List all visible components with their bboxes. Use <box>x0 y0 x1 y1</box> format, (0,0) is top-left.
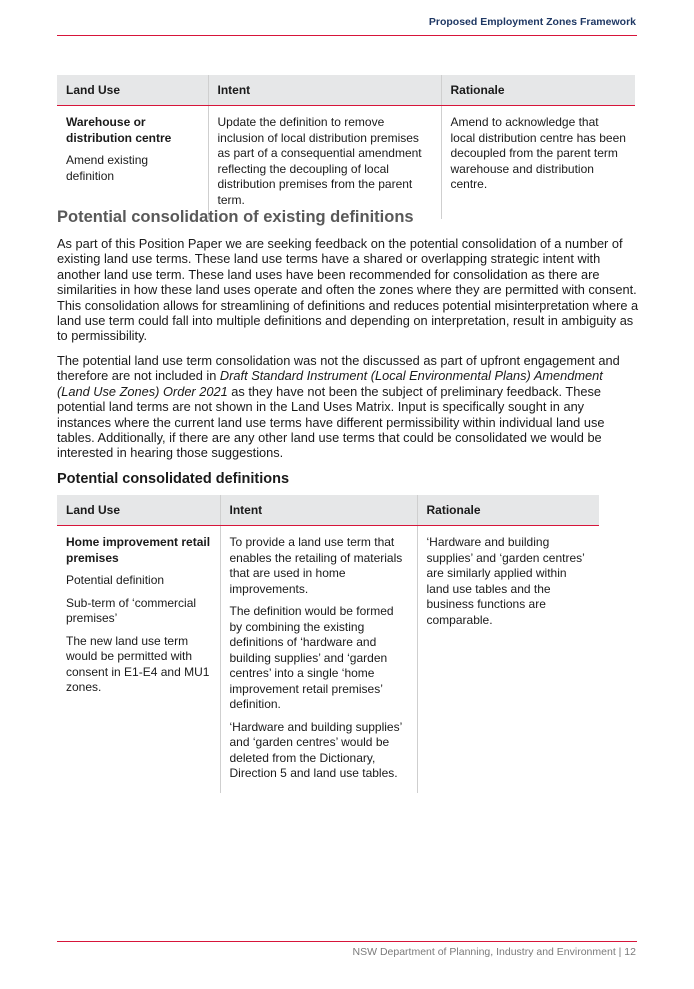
column-header-rationale: Rationale <box>417 495 599 526</box>
rationale-cell <box>417 526 599 793</box>
land-use-title: Warehouse or distribution centre <box>66 115 172 145</box>
rationale-cell <box>441 106 635 220</box>
header-divider <box>57 35 637 36</box>
intent-text: The definition would be formed by combining the existing definitions of ‘hardware and building supplies’ and ‘garden centres’ into a single ‘home improvement retail premises’ definition. <box>229 604 394 711</box>
land-use-title: Home improvement retail premises <box>66 535 211 565</box>
paragraph-2-text-start: The potential land use term consolidation was not the discussed as part of upfront engagement and therefore are not included in <box>57 353 620 384</box>
land-use-note: The new land use term would be permitted with consent in E1-E4 and MU1 zones. <box>66 633 210 694</box>
intent-cell <box>208 106 441 220</box>
intent-cell <box>220 526 417 793</box>
body-paragraph-2 <box>57 353 639 461</box>
land-use-note: Amend existing definition <box>66 153 149 183</box>
intent-text: ‘Hardware and building supplies’ and ‘garden centres’ would be deleted from the Dictionary, Direction 5 and land use tables. <box>229 719 402 780</box>
table-header-row <box>57 75 635 106</box>
land-use-cell <box>57 526 220 793</box>
section-heading: Potential consolidation of existing definitions <box>57 208 414 226</box>
table-header-row <box>57 495 599 526</box>
column-header-intent: Intent <box>220 495 417 526</box>
order-title-italic: Draft Standard Instrument (Local Environmental Plans) Amendment (Land Use Zones) Order 2021 <box>57 368 603 399</box>
column-header-land-use: Land Use <box>57 495 220 526</box>
intent-text: Update the definition to remove inclusion of local distribution premises as part of a consequential amendment reflecting the decoupling of local distribution premises from the parent term. <box>217 115 422 207</box>
paragraph-2-text-end: as they have not been the subject of preliminary feedback. These potential land terms are not shown in the Land Uses Matrix. Input is specifically sought in any instances where the current land use terms have different permissibility within individual land use tables. Additionally, if there are any other land use terms that could be consolidated we would be interested in hearing those suggestions. <box>57 383 605 461</box>
column-header-land-use: Land Use <box>57 75 208 106</box>
land-use-cell <box>57 106 208 220</box>
table-row <box>57 106 635 220</box>
document-header-title: Proposed Employment Zones Framework <box>428 16 636 28</box>
body-paragraph-1: As part of this Position Paper we are seeking feedback on the potential consolidation of a number of existing land use terms. These land use terms have a shared or overlapping strategic intent with another land use term. These land uses have been recommended for consolidation as there are similarities in how these land uses operate and often the zones where they are permitted with consent. This consolidation allows for streamlining of definitions and reduces potential misinterpretation where a land use term could fall into multiple definitions and depending on interpretation, result in ambiguity as to permissibility. <box>57 236 639 344</box>
table-row <box>57 526 599 793</box>
sub-heading: Potential consolidated definitions <box>57 471 290 487</box>
rationale-text: Amend to acknowledge that local distribution centre has been decoupled from the parent term warehouse and distribution centre. <box>450 115 626 191</box>
land-use-note: Sub-term of ‘commercial premises’ <box>66 595 197 625</box>
intent-text: To provide a land use term that enables the retailing of materials that are used in home improvements. <box>229 535 403 596</box>
land-use-note: Potential definition <box>66 573 165 587</box>
consolidated-definitions-table <box>57 495 599 793</box>
land-use-table-warehouse <box>57 75 635 219</box>
footer-page-info: NSW Department of Planning, Industry and Environment | 12 <box>352 946 636 958</box>
footer-divider <box>57 941 637 942</box>
rationale-text: ‘Hardware and building supplies’ and ‘garden centres’ are similarly applied within land use tables and the business functions are comparable. <box>426 535 585 627</box>
column-header-rationale: Rationale <box>441 75 635 106</box>
column-header-intent: Intent <box>208 75 441 106</box>
